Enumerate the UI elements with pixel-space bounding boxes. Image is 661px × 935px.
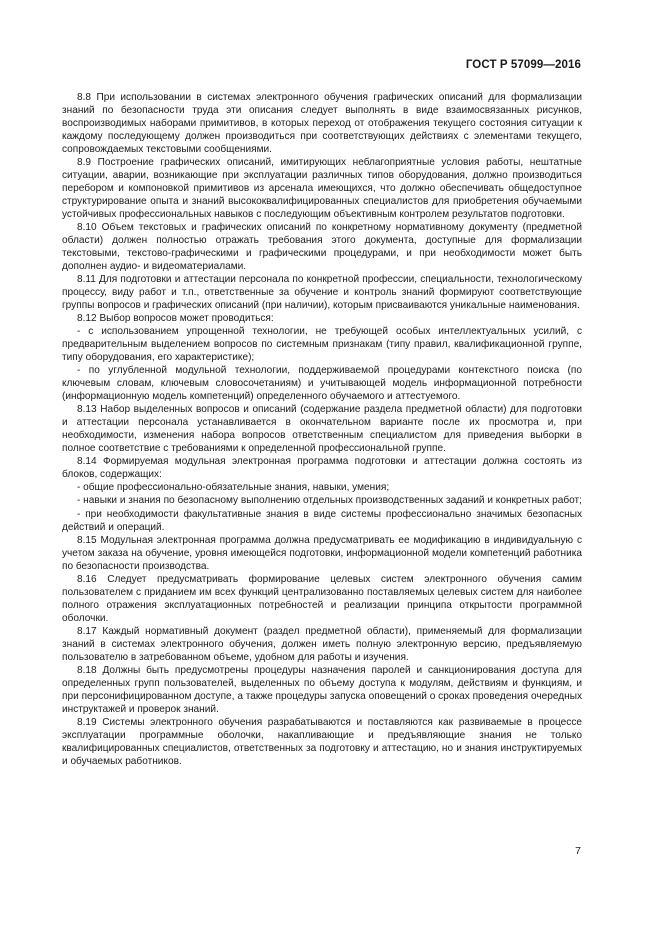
- paragraph-8-15: 8.15 Модульная электронная программа должна предусматривать ее модификацию в индивидуальную с учетом заказа на обучение, уровня имеющейся подготовки, информационной модели компетенций работника по безопасности производства.: [62, 534, 582, 572]
- list-item: - при необходимости факультативные знания в виде системы профессионально значимых безопасных действий и операций.: [62, 508, 582, 533]
- paragraph-8-12: 8.12 Выбор вопросов может проводиться:: [77, 313, 274, 325]
- paragraph-8-11: 8.11 Для подготовки и аттестации персонала по конкретной профессии, специальности, технологическому процессу, виду работ и т.п., ответственные за обучение и контроль знаний формируют соответствующие группы вопросов и графических описаний (при наличии), которым присваиваются уникальные наименования.: [62, 274, 582, 312]
- paragraph-8-17: 8.17 Каждый нормативный документ (раздел предметной области), применяемый для формализации знаний в системах электронного обучения, должен иметь полную электронную версию, предъявляемую пользователю в затребованном объеме, удобном для работы и изучения.: [62, 625, 582, 663]
- paragraph-8-10: 8.10 Объем текстовых и графических описаний по конкретному нормативному документу (предметной области) должен полностью отражать требования этого документа, доступные для формализации текстовыми, текстово-графическими и графическими процедурами, и при необходимости может быть дополнен аудио- и видеоматериалами.: [62, 222, 582, 273]
- paragraph-8-8: 8.8 При использовании в системах электронного обучения графических описаний для формализации знаний по безопасности труда эти описания следует выполнять в виде взаимосвязанных рисунков, воспроизводимых наборами примитивов, в которых переход от отображения текущего состояния ситуации к каждому последующему должен производиться при соответствующих действиях с элементами текущего, сопровождаемых текстовыми сообщениями.: [62, 92, 582, 156]
- list-item: - общие профессионально-обязательные знания, навыки, умения;: [77, 482, 390, 494]
- paragraph-8-16: 8.16 Следует предусматривать формирование целевых систем электронного обучения самим пользователем с приданием им всех функций централизованно поставляемых целевых систем для наиболее полного отражения эксплуатационных потребностей и реализации принципа открытости программной оболочки.: [62, 573, 582, 624]
- page-number: 7: [575, 845, 581, 857]
- paragraph-8-13: 8.13 Набор выделенных вопросов и описаний (содержание раздела предметной области) для подготовки и аттестации персонала устанавливается в окончательном варианте после их просмотра и, при необходимости, изменения набора вопросов ответственным специалистом для приведения выборки в полное соответствие с требованиями к определенной профессиональной группе.: [62, 404, 582, 455]
- document-body: [62, 91, 582, 768]
- list-item: - по углубленной модульной технологии, поддерживаемой процедурами контекстного поиска (по ключевым словам, ключевым словосочетаниям) и учитывающей модель информационной потребности (информационную модель компетенций) определенного обучаемого и аттестуемого.: [62, 365, 582, 403]
- list-item: - с использованием упрощенной технологии, не требующей особых интеллектуальных усилий, с предварительным выделением вопросов по системным признакам (типу правил, квалификационной группе, типу оборудования, его характеристике);: [62, 326, 582, 364]
- document-header: ГОСТ Р 57099—2016: [465, 59, 581, 71]
- paragraph-8-19: 8.19 Системы электронного обучения разрабатываются и поставляются как развиваемые в процессе эксплуатации программные оболочки, накапливающие и предъявляющие знания не только квалифицированных специалистов, ответственных за подготовку и аттестацию, но и знания инструктируемых и обучаемых работников.: [62, 716, 582, 767]
- paragraph-8-14: 8.14 Формируемая модульная электронная программа подготовки и аттестации должна состоять из блоков, содержащих:: [62, 456, 582, 481]
- paragraph-8-18: 8.18 Должны быть предусмотрены процедуры назначения паролей и санкционирования доступа для определенных групп пользователей, выделенных по объему доступа к модулям, действиям и функциям, и при персонифицированном доступе, а также процедуры запуска оповещений о сроках проведения очередных инструктажей и проверок знаний.: [62, 664, 582, 715]
- list-item: - навыки и знания по безопасному выполнению отдельных производственных заданий и конкретных работ;: [77, 495, 582, 507]
- paragraph-8-9: 8.9 Построение графических описаний, имитирующих неблагоприятные условия работы, нештатные ситуации, аварии, возникающие при эксплуатации различных типов оборудования, должно производиться перебором и компоновкой примитивов из арсенала имеющихся, что должно обеспечивать общедоступное структурирование опыта и знаний высококвалифицированных специалистов для приобретения обучаемыми устойчивых профессиональных навыков с последующим объективным контролем результатов подготовки.: [62, 157, 582, 221]
